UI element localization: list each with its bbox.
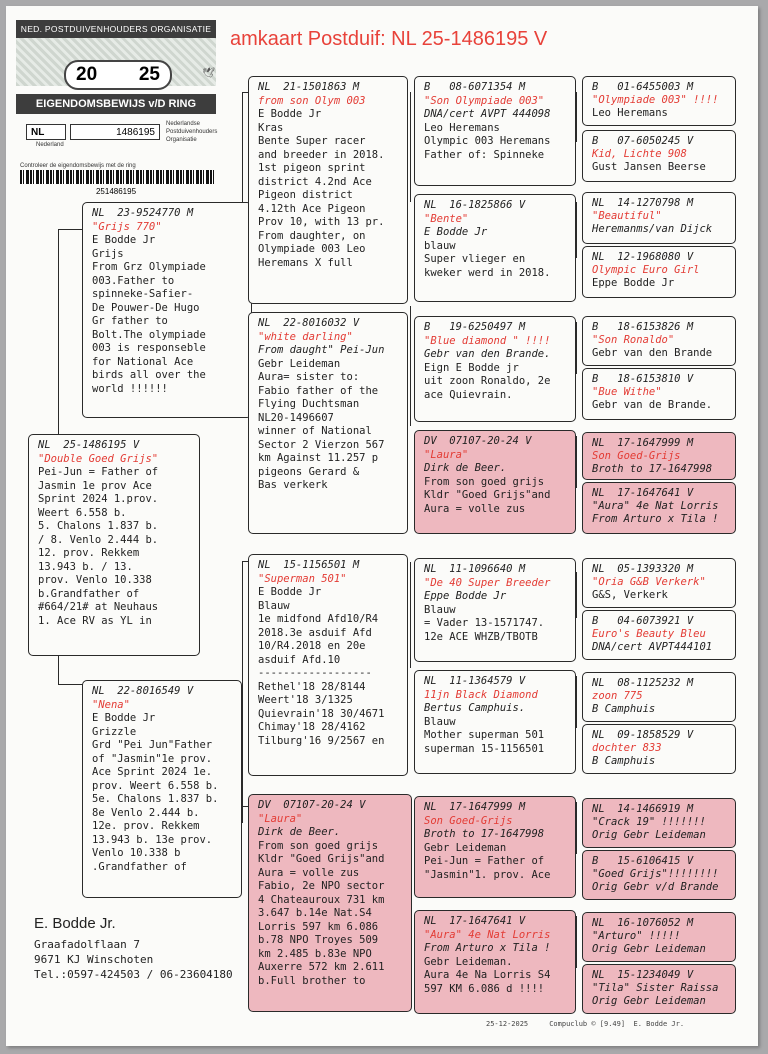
page-title: amkaart Postduif: NL 25-1486195 V bbox=[230, 28, 548, 50]
info-line: Aura = volle zus bbox=[424, 502, 526, 515]
owner-name: E. Bodde Jr. bbox=[34, 915, 116, 932]
ring-number: B 18-6153810 V bbox=[592, 373, 694, 385]
ring-number: NL 14-1270798 M bbox=[592, 197, 694, 209]
pigeon-name: "Aura" 4e Nat Lorris bbox=[424, 928, 551, 941]
info-line: b.Grandfather of bbox=[38, 587, 140, 600]
info-line: / 8. Venlo 2.444 b. bbox=[38, 533, 159, 546]
info-line: Olympiade 003 Leo bbox=[258, 243, 366, 255]
ring-number: NL 15-1234049 V bbox=[592, 969, 694, 981]
info-line: B Camphuis bbox=[592, 755, 656, 767]
year-right: 25 bbox=[138, 64, 160, 85]
info-line: E Bodde Jr bbox=[258, 586, 322, 598]
info-line: Orig Gebr v/d Brande bbox=[592, 881, 719, 893]
info-line: E Bodde Jr bbox=[258, 108, 322, 120]
pigeon-name: "Aura" 4e Nat Lorris bbox=[592, 500, 719, 512]
owner-address bbox=[34, 916, 233, 982]
gggp-box-12 bbox=[582, 724, 736, 774]
ring-number: NL 08-1125232 M bbox=[592, 677, 694, 689]
pigeon-name: Olympic Euro Girl bbox=[592, 264, 700, 276]
fmf-box bbox=[414, 316, 576, 422]
ring-number: NL 14-1466919 M bbox=[592, 803, 694, 815]
gggp-box-3 bbox=[582, 192, 736, 244]
info-line: Leo Heremans bbox=[592, 107, 668, 119]
info-line: Weert 6.558 b. bbox=[38, 506, 127, 519]
pigeon-name: "De 40 Super Breeder bbox=[424, 576, 551, 589]
mfm-box bbox=[414, 670, 576, 774]
ring-number: NL 05-1393320 M bbox=[592, 563, 694, 575]
info-line: #664/21# at Neuhaus bbox=[38, 601, 159, 613]
gggp-box-7 bbox=[582, 432, 736, 480]
info-line: Prov 10, with 13 pr. bbox=[258, 216, 385, 228]
info-line: G&S, Verkerk bbox=[592, 589, 668, 601]
pigeon-name: "Bue Withe" bbox=[592, 386, 662, 398]
gggp-box-6 bbox=[582, 368, 736, 420]
pigeon-name: "Olympiade 003" !!!! bbox=[592, 94, 719, 106]
info-line: De Pouwer-De Hugo bbox=[92, 301, 200, 314]
ring-ownership-card bbox=[16, 20, 216, 200]
gggp-box-2 bbox=[582, 130, 736, 182]
ring-number: NL 17-1647999 M bbox=[592, 437, 694, 449]
info-line: Super vlieger en bbox=[424, 253, 526, 265]
info-line: superman 15-1156501 bbox=[424, 742, 545, 755]
gggp-box-4 bbox=[582, 246, 736, 298]
info-line: 13.943 b. / 13. bbox=[38, 560, 133, 573]
pigeon-name: "Tila" Sister Raissa bbox=[592, 982, 719, 994]
ring-card-controle: Controleer de eigendomsbewijs met de ring bbox=[20, 163, 136, 169]
mm-box bbox=[248, 794, 412, 1012]
ring-number: B 08-6071354 M bbox=[424, 81, 526, 93]
info-line: 5e. Chalons 1.837 b. bbox=[92, 793, 219, 805]
ffm-box bbox=[414, 194, 576, 302]
connector bbox=[58, 684, 84, 685]
pigeon-name: "Bente" bbox=[424, 212, 469, 225]
info-line: Gr father to bbox=[92, 315, 168, 327]
info-line: Gebr Leideman bbox=[424, 841, 507, 854]
info-line: 1st pigeon sprint bbox=[258, 162, 366, 174]
info-line: 1. Ace RV as YL in bbox=[38, 614, 152, 627]
info-line: birds all over the bbox=[92, 369, 206, 381]
info-line: Ace Sprint 2024 1e. bbox=[92, 766, 213, 778]
info-line: Sprint 2024 1.prov. bbox=[38, 493, 159, 505]
ring-number: B 04-6073921 V bbox=[592, 615, 694, 627]
info-line: km 2.485 b.83e NPO bbox=[258, 947, 372, 960]
mmm-box bbox=[414, 910, 576, 1014]
pigeon-name: Kid, Lichte 908 bbox=[592, 148, 687, 160]
ring-number: NL 11-1364579 V bbox=[424, 675, 526, 687]
pigeon-name: "Double Goed Grijs" bbox=[38, 452, 159, 465]
info-line: blauw bbox=[424, 239, 456, 252]
ring-card-org: NED. POSTDUIVENHOUDERS ORGANISATIE bbox=[16, 20, 216, 38]
info-line: Quievrain'18 30/4671 bbox=[258, 707, 385, 720]
info-line: Orig Gebr Leideman bbox=[592, 829, 706, 841]
info-line: Eppe Bodde Jr bbox=[424, 590, 507, 602]
pigeon-name: dochter 833 bbox=[592, 742, 662, 754]
info-line: Kras bbox=[258, 121, 284, 134]
info-line: ace Quievrain. bbox=[424, 388, 513, 401]
pigeon-name: 11jn Black Diamond bbox=[424, 688, 538, 701]
info-line: and breeder in 2018. bbox=[258, 148, 385, 161]
info-line: Dirk de Beer. bbox=[424, 462, 507, 474]
ring-number: NL 09-1858529 V bbox=[592, 729, 694, 741]
ring-number: NL 16-1076052 M bbox=[592, 917, 694, 929]
info-line: Gebr Leideman bbox=[258, 357, 341, 370]
info-line: Olympic 003 Heremans bbox=[424, 135, 551, 147]
pigeon-name: "Laura" bbox=[424, 448, 469, 461]
fm-box bbox=[248, 312, 408, 534]
info-line: DNA/cert AVPT 444098 bbox=[424, 108, 551, 120]
info-line: Dirk de Beer. bbox=[258, 826, 341, 838]
year-left: 20 bbox=[76, 64, 98, 85]
info-line: Auxerre 572 km 2.611 bbox=[258, 961, 385, 973]
info-line: 2018.3e asduif Afd bbox=[258, 626, 372, 639]
barcode-number: 251486195 bbox=[95, 187, 137, 196]
info-line: ------------------ bbox=[258, 667, 372, 679]
info-line: 12e ACE WHZB/TBOTB bbox=[424, 630, 538, 643]
connector bbox=[576, 572, 577, 618]
info-line: Eign E Bodde jr bbox=[424, 361, 519, 374]
info-line: Jasmin 1e prov Ace bbox=[38, 479, 152, 492]
info-line: Broth to 17-1647998 bbox=[424, 828, 545, 840]
info-line: Aura 4e Na Lorris S4 bbox=[424, 969, 551, 981]
gggp-box-15 bbox=[582, 912, 736, 962]
gggp-box-1 bbox=[582, 76, 736, 126]
connector bbox=[576, 202, 577, 258]
info-line: Weert'18 3/1325 bbox=[258, 694, 353, 706]
info-line: Bolt.The olympiade bbox=[92, 328, 206, 341]
pigeon-name: "Son Olympiade 003" bbox=[424, 94, 545, 107]
pigeon-name: "white darling" bbox=[258, 330, 353, 343]
ring-number: DV 07107-20-24 V bbox=[424, 435, 532, 447]
info-line: Leo Heremans bbox=[424, 121, 500, 134]
ring-number: NL 17-1647999 M bbox=[424, 801, 526, 813]
subject-box bbox=[28, 434, 200, 656]
info-line: Pigeon district bbox=[258, 189, 353, 201]
info-line: Aura = volle zus bbox=[258, 866, 360, 879]
info-line: Pei-Jun = Father of bbox=[38, 466, 159, 478]
info-line: km Against 11.257 p bbox=[258, 452, 379, 464]
info-line: Bas verkerk bbox=[258, 479, 328, 491]
mmf-box bbox=[414, 796, 576, 898]
info-line: Gebr van den Brande. bbox=[424, 348, 551, 360]
connector bbox=[58, 654, 59, 684]
connector bbox=[576, 92, 577, 142]
npo-legend-3: Organisatie bbox=[166, 137, 197, 143]
info-line: Venlo 10.338 b bbox=[92, 847, 181, 859]
info-line: world !!!!!! bbox=[92, 382, 168, 395]
info-line: = Vader 13-1571747. bbox=[424, 617, 545, 629]
pigeon-name: zoon 775 bbox=[592, 690, 643, 702]
info-line: b.78 NPO Troyes 509 bbox=[258, 934, 379, 946]
info-line: Rethel'18 28/8144 bbox=[258, 680, 366, 693]
info-line: prov. Weert 6.558 b. bbox=[92, 779, 219, 792]
info-line: 5. Chalons 1.837 b. bbox=[38, 520, 159, 532]
info-line: Father of: Spinneke bbox=[424, 148, 545, 161]
pigeon-name: "Laura" bbox=[258, 812, 303, 825]
info-line: 3.647 b.14e Nat.S4 bbox=[258, 907, 372, 919]
info-line: From son goed grijs bbox=[258, 839, 379, 852]
ring-card-number: 1486195 bbox=[70, 124, 160, 140]
info-line: Blauw bbox=[424, 715, 456, 728]
pigeon-name: "Grijs 770" bbox=[92, 220, 162, 233]
info-line: Sector 2 Vierzon 567 bbox=[258, 438, 385, 451]
fff-box bbox=[414, 76, 576, 186]
pigeon-name: "Arturo" !!!!! bbox=[592, 930, 681, 942]
gggp-box-11 bbox=[582, 672, 736, 722]
info-line: "Jasmin"1. prov. Ace bbox=[424, 868, 551, 881]
pigeon-name: "Blue diamond " !!!! bbox=[424, 334, 551, 347]
pigeon-name: "Superman 501" bbox=[258, 572, 347, 585]
connector bbox=[576, 802, 577, 854]
info-line: Kldr "Goed Grijs"and bbox=[258, 853, 385, 865]
info-line: prov. Venlo 10.338 bbox=[38, 574, 152, 586]
info-line: From Arturo x Tila ! bbox=[592, 513, 719, 525]
owner-tel: Tel.:0597-424503 / 06-23604180 bbox=[34, 968, 233, 981]
ring-number: NL 25-1486195 V bbox=[38, 439, 140, 451]
info-line: Gebr van de Brande. bbox=[592, 399, 713, 411]
ring-number: NL 21-1501863 M bbox=[258, 81, 360, 93]
info-line: Fabio father of the bbox=[258, 384, 379, 397]
info-line: Pei-Jun = Father of bbox=[424, 855, 545, 867]
info-line: Orig Gebr Leideman bbox=[592, 995, 706, 1007]
info-line: Broth to 17-1647998 bbox=[592, 463, 713, 475]
info-line: Eppe Bodde Jr bbox=[592, 277, 675, 289]
info-line: spinneke-Safier- bbox=[92, 288, 194, 300]
info-line: E Bodde Jr bbox=[92, 712, 156, 724]
info-line: Grd "Pei Jun"Father bbox=[92, 739, 213, 751]
ff-box bbox=[248, 76, 408, 304]
connector bbox=[58, 229, 59, 436]
ring-number: B 07-6050245 V bbox=[592, 135, 694, 147]
info-line: 10/R4.2018 en 20e bbox=[258, 640, 366, 652]
pigeon-name: "Crack 19" !!!!!!! bbox=[592, 816, 706, 828]
footer: 25-12-2025 Compuclub © [9.49] E. Bodde Jr. bbox=[486, 1020, 685, 1028]
owner-street: Graafadolflaan 7 bbox=[34, 938, 140, 951]
ring-number: B 19-6250497 M bbox=[424, 321, 526, 333]
pigeon-name: Son Goed-Grijs bbox=[592, 450, 681, 462]
ring-card-eigendom: EIGENDOMSBEWIJS v/D RING bbox=[16, 94, 216, 114]
gggp-box-10 bbox=[582, 610, 736, 660]
info-line: asduif Afd.10 bbox=[258, 653, 341, 666]
info-line: Lorris 597 km 6.086 bbox=[258, 920, 379, 933]
ring-number: NL 22-8016549 V bbox=[92, 685, 194, 697]
ring-number: NL 23-9524770 M bbox=[92, 207, 194, 219]
pigeon-name: "Beautiful" bbox=[592, 210, 662, 222]
info-line: E Bodde Jr bbox=[92, 234, 156, 246]
info-line: 4.12th Ace Pigeon bbox=[258, 202, 366, 215]
connector bbox=[410, 92, 411, 202]
connector bbox=[410, 306, 411, 426]
connector bbox=[576, 436, 577, 488]
info-line: winner of National bbox=[258, 425, 372, 437]
gggp-box-8 bbox=[582, 482, 736, 534]
info-line: kweker werd in 2018. bbox=[424, 266, 551, 279]
info-line: From Arturo x Tila ! bbox=[424, 942, 551, 954]
info-line: From son goed grijs bbox=[424, 475, 545, 488]
info-line: district 4.2nd Ace bbox=[258, 175, 372, 188]
info-line: Blauw bbox=[258, 599, 290, 612]
info-line: 4 Chateauroux 731 km bbox=[258, 893, 385, 906]
gggp-box-5 bbox=[582, 316, 736, 366]
gggp-box-14 bbox=[582, 850, 736, 900]
info-line: Heremans X full bbox=[258, 256, 353, 269]
info-line: for National Ace bbox=[92, 355, 194, 368]
mf-box bbox=[248, 554, 408, 776]
gggp-box-9 bbox=[582, 558, 736, 608]
ring-card-land: Nederland bbox=[36, 142, 64, 148]
pigeon-name: "Son Ronaldo" bbox=[592, 334, 675, 346]
info-line: b.Full brother to bbox=[258, 974, 366, 987]
info-line: Fabio, 2e NPO sector bbox=[258, 880, 385, 892]
barcode-icon bbox=[20, 170, 214, 184]
info-line: Chimay'18 28/4162 bbox=[258, 721, 366, 733]
info-line: E Bodde Jr bbox=[424, 226, 488, 238]
ring-card-year bbox=[64, 60, 172, 90]
gggp-box-13 bbox=[582, 798, 736, 848]
info-line: Kldr "Goed Grijs"and bbox=[424, 489, 551, 501]
info-line: Flying Duchtsman bbox=[258, 398, 360, 410]
connector bbox=[576, 676, 577, 728]
npo-legend-2: Postduivenhouders bbox=[166, 129, 218, 135]
info-line: Blauw bbox=[424, 603, 456, 616]
info-line: 12. prov. Rekkem bbox=[38, 547, 140, 559]
info-line: 13.943 b. 13e prov. bbox=[92, 833, 213, 846]
info-line: Gebr Leideman. bbox=[424, 955, 513, 968]
npo-legend-1: Nederlandse bbox=[166, 121, 201, 127]
info-line: B Camphuis bbox=[592, 703, 656, 715]
ring-number: NL 17-1647641 V bbox=[592, 487, 694, 499]
info-line: From Grz Olympiade bbox=[92, 261, 206, 273]
pigeon-name: from son Olym 003 bbox=[258, 94, 366, 107]
info-line: Bertus Camphuis. bbox=[424, 702, 526, 714]
dove-icon: 🕊 bbox=[202, 68, 215, 79]
ring-number: NL 12-1968080 V bbox=[592, 251, 694, 263]
fmm-box bbox=[414, 430, 576, 534]
info-line: Grijs bbox=[92, 247, 124, 260]
info-line: Bente Super racer bbox=[258, 135, 366, 147]
info-line: NL20-1496607 bbox=[258, 411, 334, 424]
info-line: Grizzle bbox=[92, 725, 137, 738]
info-line: of "Jasmin"1e prov. bbox=[92, 752, 213, 765]
info-line: From daughter, on bbox=[258, 229, 366, 242]
pigeon-name: "Oria G&B Verkerk" bbox=[592, 576, 706, 588]
owner-city: 9671 KJ Winschoten bbox=[34, 953, 154, 966]
connector bbox=[410, 562, 411, 668]
info-line: Orig Gebr Leideman bbox=[592, 943, 706, 955]
connector bbox=[576, 322, 577, 374]
info-line: uit zoon Ronaldo, 2e bbox=[424, 375, 551, 387]
pedigree-sheet bbox=[6, 6, 758, 1046]
info-line: Aura= sister to: bbox=[258, 371, 360, 383]
ring-number: B 15-6106415 V bbox=[592, 855, 694, 867]
mother-box bbox=[82, 680, 242, 898]
info-line: 003.Father to bbox=[92, 274, 175, 287]
ring-number: B 01-6455003 M bbox=[592, 81, 694, 93]
connector bbox=[242, 561, 243, 823]
ring-card-npo-legend bbox=[166, 120, 217, 144]
pigeon-name: Euro's Beauty Bleu bbox=[592, 628, 706, 640]
info-line: Heremanms/van Dijck bbox=[592, 223, 713, 235]
info-line: From daught" Pei-Jun bbox=[258, 344, 385, 356]
ring-number: DV 07107-20-24 V bbox=[258, 799, 366, 811]
gggp-box-16 bbox=[582, 964, 736, 1014]
info-line: Gebr van den Brande bbox=[592, 347, 713, 359]
ring-card-country: NL bbox=[26, 124, 66, 140]
pigeon-name: "Nena" bbox=[92, 698, 130, 711]
pigeon-name: "Goed Grijs"!!!!!!!! bbox=[592, 868, 719, 880]
ring-number: NL 17-1647641 V bbox=[424, 915, 526, 927]
info-line: .Grandfather of bbox=[92, 860, 187, 873]
info-line: 1e midfond Afd10/R4 bbox=[258, 613, 379, 625]
mff-box bbox=[414, 558, 576, 662]
info-line: DNA/cert AVPT444101 bbox=[592, 641, 713, 653]
info-line: 8e Venlo 2.444 b. bbox=[92, 806, 200, 819]
ring-number: NL 22-8016032 V bbox=[258, 317, 360, 329]
father-box bbox=[82, 202, 252, 418]
info-line: 12e. prov. Rekkem bbox=[92, 820, 200, 832]
info-line: Tilburg'16 9/2567 en bbox=[258, 734, 385, 747]
ring-number: NL 16-1825866 V bbox=[424, 199, 526, 211]
info-line: Gust Jansen Beerse bbox=[592, 161, 706, 173]
pigeon-name: Son Goed-Grijs bbox=[424, 814, 513, 827]
ring-number: NL 11-1096640 M bbox=[424, 563, 526, 575]
ring-number: B 18-6153826 M bbox=[592, 321, 694, 333]
ring-number: NL 15-1156501 M bbox=[258, 559, 360, 571]
info-line: Mother superman 501 bbox=[424, 729, 545, 741]
info-line: 003 is responseble bbox=[92, 342, 206, 354]
info-line: 597 KM 6.086 d !!!! bbox=[424, 982, 545, 995]
connector bbox=[576, 916, 577, 968]
info-line: pigeons Gerard & bbox=[258, 465, 360, 478]
connector bbox=[58, 229, 84, 230]
